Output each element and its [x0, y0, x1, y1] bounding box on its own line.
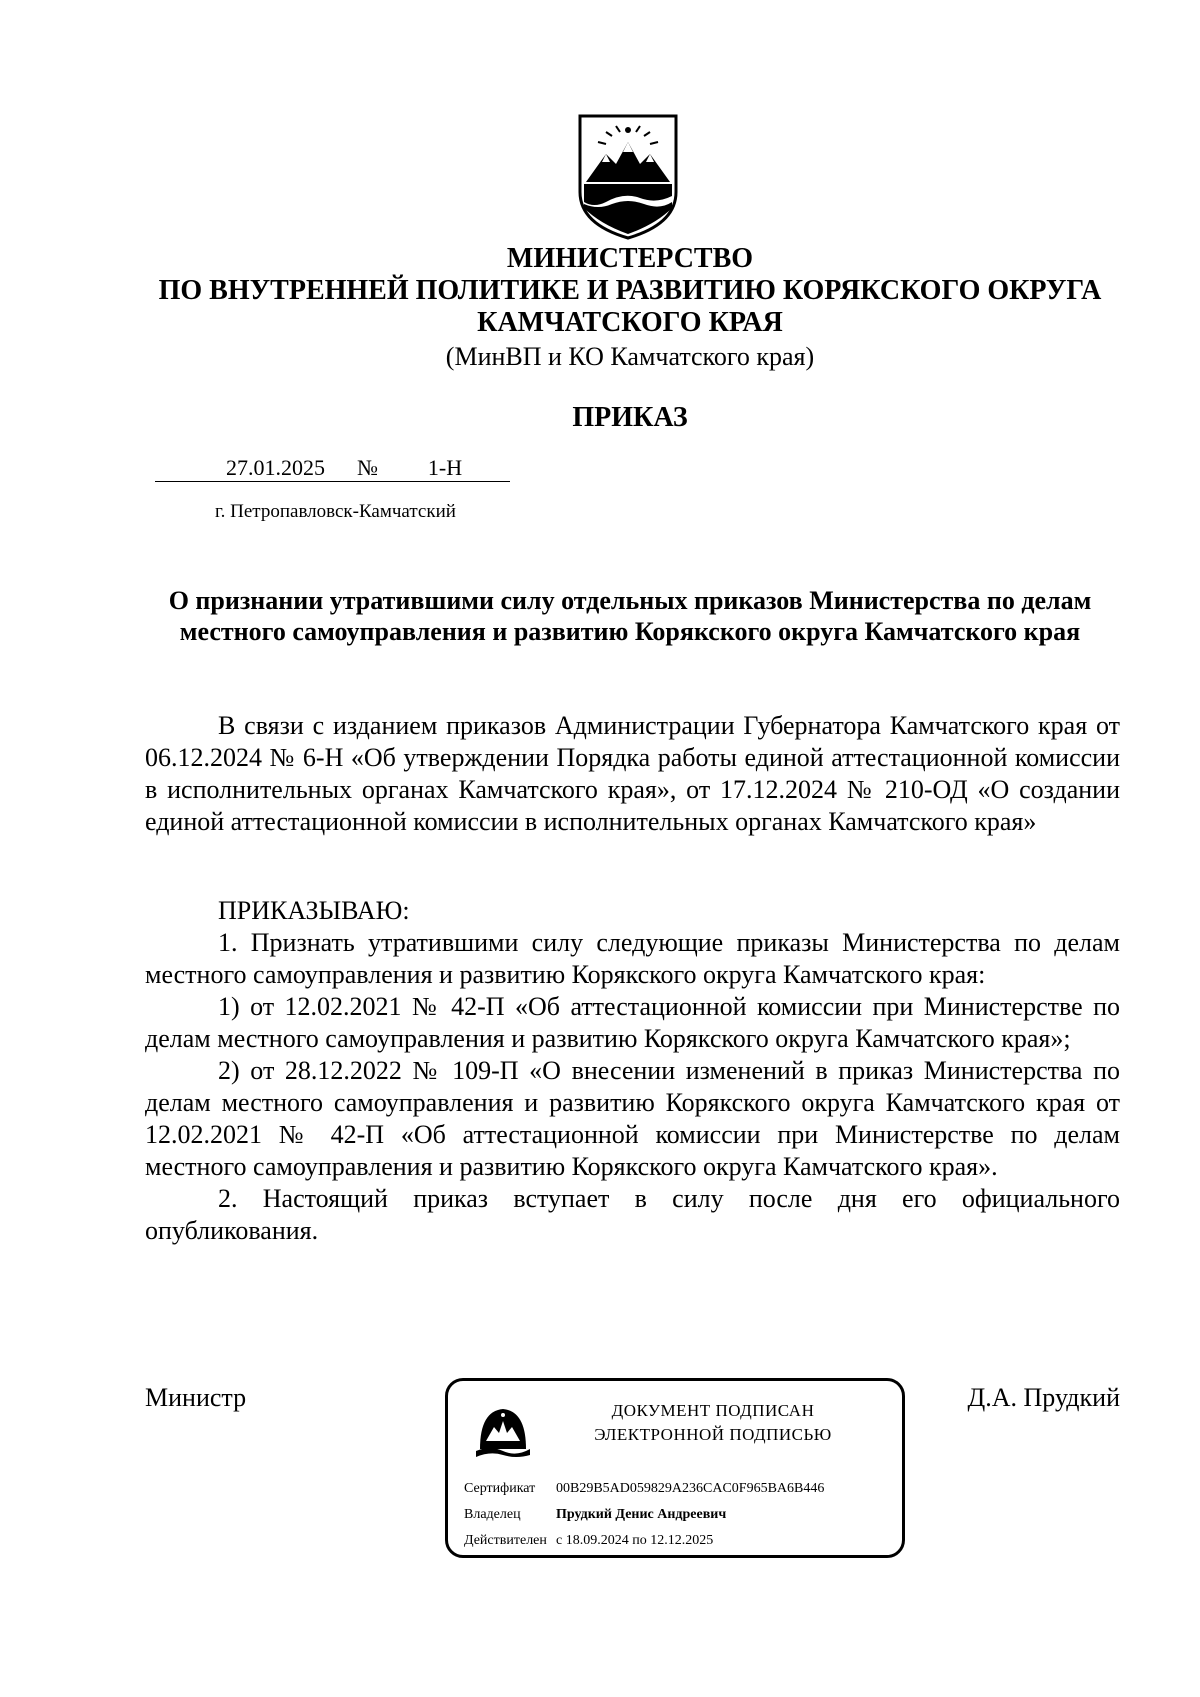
order-subject: О признании утратившими силу отдельных приказов Министерства по делам местного самоуправления и развитию Корякского округа Камчатского края	[168, 586, 1092, 646]
item-1-2: 2) от 28.12.2022 № 109-П «О внесении изменений в приказ Министерства по делам местного самоуправления и развитию Корякского округа Камчатского края от 12.02.2021 № 42-П «Об аттестационной комиссии при Министерстве по делам местного самоуправления и развитию Корякского округа Камчатского края».	[145, 1056, 1120, 1181]
order-date-number	[155, 455, 510, 482]
stamp-heading-line1: ДОКУМЕНТ ПОДПИСАН	[611, 1401, 815, 1420]
order-items	[145, 895, 1120, 1247]
item-2: 2. Настоящий приказ вступает в силу после дня его официального опубликования.	[145, 1184, 1120, 1245]
order-date: 27.01.2025	[155, 455, 355, 482]
signer-position: Министр	[145, 1383, 247, 1412]
signer-name: Д.А. Прудкий	[967, 1383, 1120, 1412]
item-1-1: 1) от 12.02.2021 № 42-П «Об аттестационной комиссии при Министерстве по делам местного самоуправления и развитию Корякского округа Камчатского края»;	[145, 992, 1120, 1053]
stamp-owner-row	[464, 1505, 726, 1525]
number-sign: №	[357, 455, 378, 480]
validity-label: Действителен	[464, 1533, 547, 1548]
document-type: ПРИКАЗ	[572, 402, 688, 433]
decree-word: ПРИКАЗЫВАЮ:	[218, 896, 410, 925]
kamchatka-coat-of-arms-icon	[576, 112, 680, 240]
electronic-signature-stamp	[445, 1378, 905, 1558]
item-1: 1. Признать утратившими силу следующие приказы Министерства по делам местного самоуправления и развитию Корякского округа Камчатского края:	[145, 928, 1120, 989]
validity-value: с 18.09.2024 по 12.12.2025	[556, 1533, 714, 1548]
ministry-region: КАМЧАТСКОГО КРАЯ	[477, 307, 783, 338]
certificate-value: 00B29B5AD059829A236CAC0F965BA6B446	[556, 1481, 825, 1496]
preamble	[145, 710, 1120, 838]
owner-value: Прудкий Денис Андреевич	[556, 1507, 727, 1522]
stamp-heading	[548, 1399, 878, 1447]
order-number: 1-Н	[380, 455, 510, 482]
stamp-coat-of-arms-icon	[474, 1401, 532, 1459]
ministry-abbreviation: (МинВП и КО Камчатского края)	[445, 342, 815, 371]
preamble-text: В связи с изданием приказов Администрации Губернатора Камчатского края от 06.12.2024 № 6-Н «Об утверждении Порядка работы единой аттестационной комиссии в исполнительных органах Камчатского края», от 17.12.2024 № 210-ОД «О создании единой аттестационной комиссии в исполнительных органах Камчатского края»	[145, 711, 1120, 836]
ministry-title: МИНИСТЕРСТВО	[506, 243, 754, 274]
stamp-heading-line2: ЭЛЕКТРОННОЙ ПОДПИСЬЮ	[594, 1425, 832, 1444]
ministry-name: ПО ВНУТРЕННЕЙ ПОЛИТИКЕ И РАЗВИТИЮ КОРЯКСКОГО ОКРУГА	[158, 275, 1102, 306]
order-city: г. Петропавловск-Камчатский	[215, 501, 456, 522]
stamp-certificate-row	[464, 1479, 824, 1499]
owner-label: Владелец	[464, 1507, 521, 1522]
stamp-validity-row	[464, 1531, 713, 1551]
certificate-label: Сертификат	[464, 1481, 536, 1496]
